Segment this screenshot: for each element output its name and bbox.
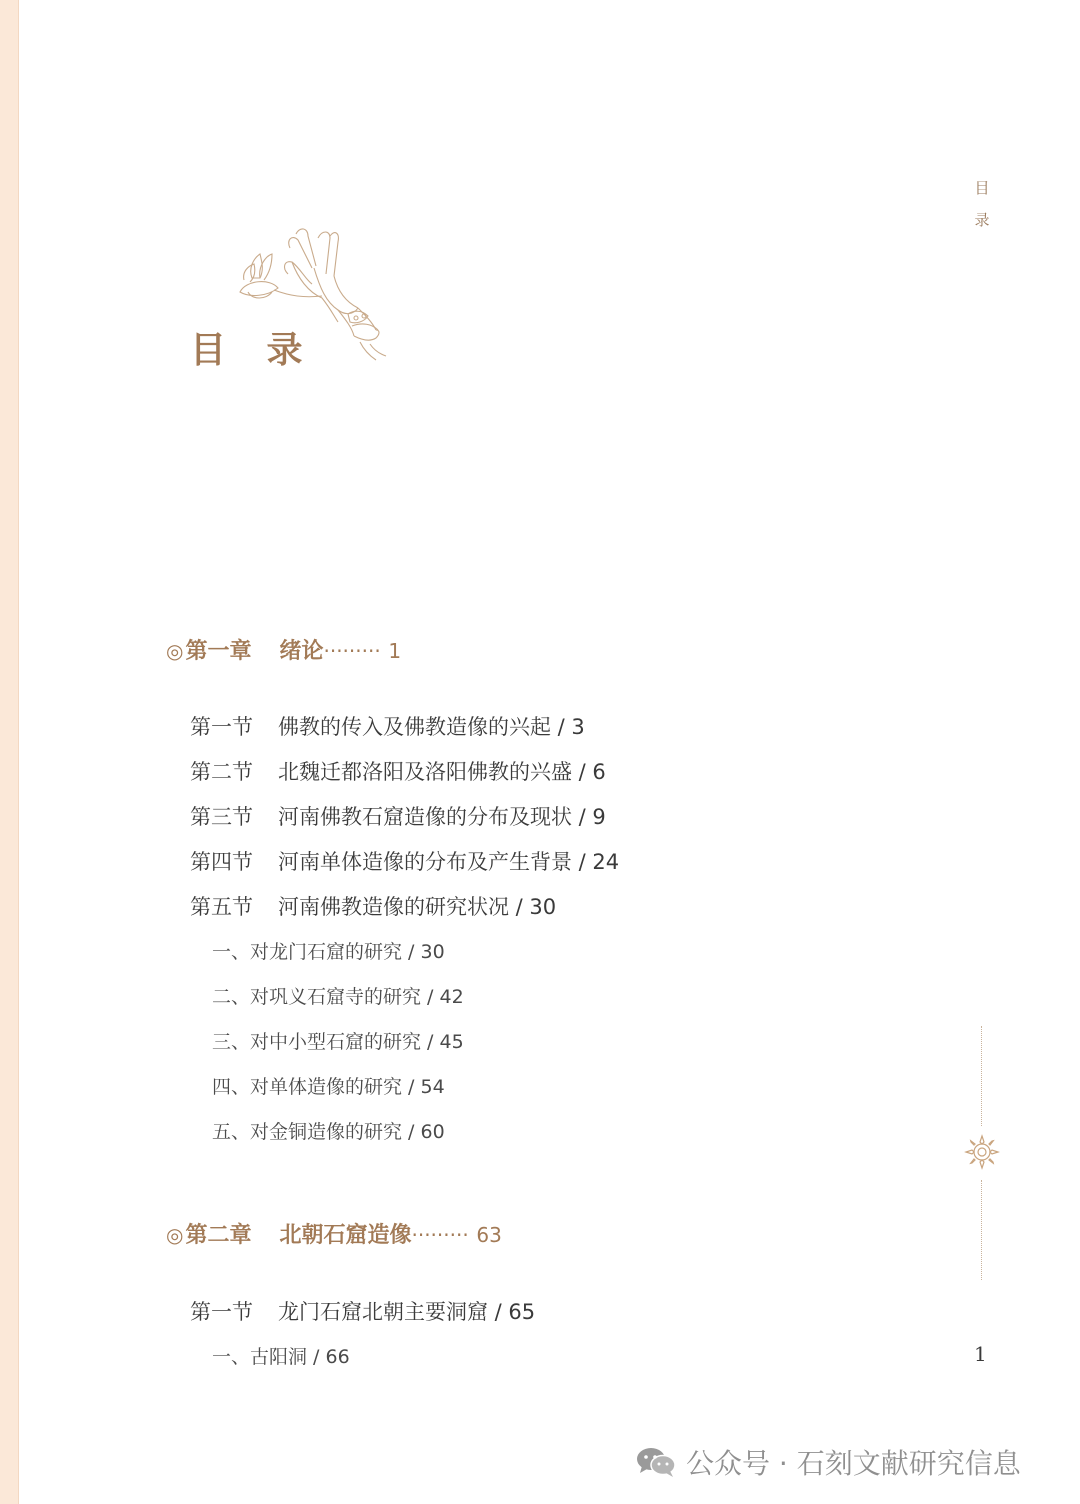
margin-dotted-line — [981, 1180, 982, 1280]
page-number: 1 — [974, 1342, 987, 1366]
toc-subsection: 五、对金铜造像的研究 / 60 — [212, 1121, 445, 1143]
section-title: 河南佛教石窟造像的分布及现状 / 9 — [278, 805, 606, 829]
section-number: 第四节 — [190, 850, 253, 874]
toc-section — [190, 801, 606, 831]
watermark — [636, 1442, 1021, 1482]
section-title: 河南佛教造像的研究状况 / 30 — [278, 895, 557, 919]
section-title: 河南单体造像的分布及产生背景 / 24 — [278, 850, 620, 874]
chapter-dots: ········· — [323, 639, 381, 663]
section-number: 第一节 — [190, 1300, 253, 1324]
toc-section — [190, 891, 556, 921]
chapter-marker: ◎ — [166, 1223, 184, 1247]
margin-dotted-line — [981, 1026, 982, 1126]
running-head-char: 目 — [974, 179, 990, 197]
toc-title: 目 录 — [190, 329, 317, 371]
chapter-marker: ◎ — [166, 639, 184, 663]
watermark-text: 公众号 · 石刻文献研究信息 — [686, 1447, 1021, 1480]
section-title: 佛教的传入及佛教造像的兴起 / 3 — [278, 715, 585, 739]
page-edge-line — [18, 0, 19, 1504]
section-number: 第二节 — [190, 760, 253, 784]
toc-subsection: 四、对单体造像的研究 / 54 — [212, 1076, 445, 1098]
chapter-number: 第一章 — [185, 638, 252, 664]
chapter-page: 63 — [476, 1223, 502, 1247]
chapter-heading — [166, 634, 401, 665]
running-head — [972, 172, 992, 236]
chapter-title: 北朝石窟造像 — [279, 1222, 412, 1248]
toc-subsection: 二、对巩义石窟寺的研究 / 42 — [212, 986, 464, 1008]
toc-section — [190, 1296, 535, 1326]
toc-section — [190, 756, 606, 786]
section-title: 北魏迁都洛阳及洛阳佛教的兴盛 / 6 — [278, 760, 606, 784]
chapter-dots: ········· — [411, 1223, 469, 1247]
section-number: 第三节 — [190, 805, 253, 829]
toc-section — [190, 846, 619, 876]
page-edge-strip — [0, 0, 18, 1504]
toc-subsection: 一、对龙门石窟的研究 / 30 — [212, 941, 445, 963]
running-head-char: 录 — [974, 211, 990, 229]
chapter-title: 绪论 — [279, 638, 324, 664]
section-title: 龙门石窟北朝主要洞窟 / 65 — [278, 1300, 536, 1324]
wechat-icon — [636, 1446, 676, 1478]
toc-section — [190, 711, 585, 741]
chapter-number: 第二章 — [185, 1222, 252, 1248]
chapter-page: 1 — [388, 639, 402, 663]
toc-subsection: 一、古阳洞 / 66 — [212, 1346, 350, 1368]
chapter-heading — [166, 1218, 502, 1249]
section-number: 第一节 — [190, 715, 253, 739]
toc-subsection: 三、对中小型石窟的研究 / 45 — [212, 1031, 464, 1053]
floral-ornament-icon — [964, 1134, 1000, 1170]
section-number: 第五节 — [190, 895, 253, 919]
